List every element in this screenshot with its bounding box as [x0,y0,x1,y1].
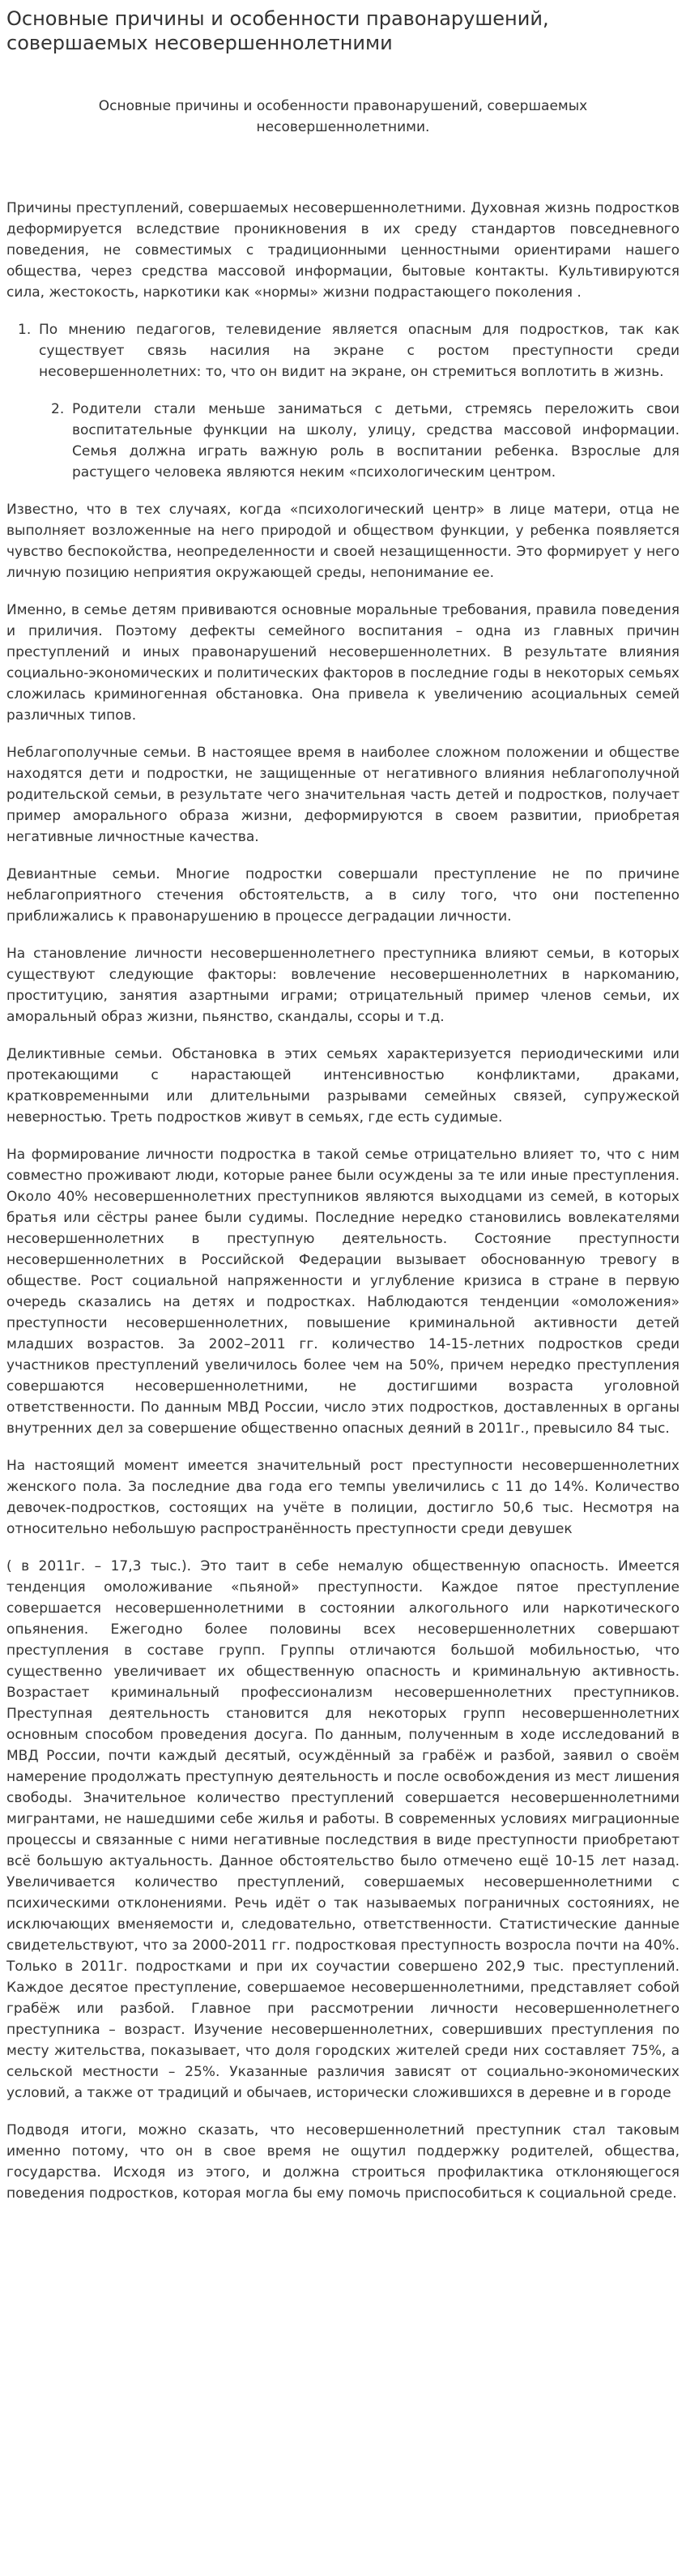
body-paragraph: Именно, в семье детям прививаются основные моральные требования, правила поведения и приличия. Поэтому дефекты семейного воспитания – одна из главных причин преступлений и иных правонарушений несовершеннолетних. В результате влияния социально-экономических и политических факторов в последние годы в некоторых семьях сложилась криминогенная обстановка. Она привела к увеличению асоциальных семей различных типов. [6,602,680,724]
intro-paragraph: Причины преступлений, совершаемых несовершеннолетними. Духовная жизнь подростков деформируется вследствие проникновения в их среду стандартов повседневного поведения, не совместимых с традиционными ценностными ориентирами нашего общества, через средства массовой информации, бытовые контакты. Культивируются сила, жестокость, наркотики как «нормы» жизни подрастающего поколения . [6,200,680,301]
list-item [6,319,680,382]
list-item [6,399,680,483]
body-paragraph: На настоящий момент имеется значительный рост преступности несовершеннолетних женского пола. За последние два года его темпы увеличились с 11 до 14%. Количество девочек-подростков, состоящих на учёте в полиции, достигло 50,6 тыс. Несмотря на относительно небольшую распространённость преступности среди девушек [6,1458,680,1537]
body-paragraph: Девиантные семьи. Многие подростки совершали преступление не по причине неблагоприятного стечения обстоятельств, а в силу того, что они постепенно приближались к правонарушению в процессе деградации личности. [6,866,680,925]
body-paragraph: На становление личности несовершеннолетнего преступника влияют семьи, в которых существуют следующие факторы: вовлечение несовершеннолетних в наркоманию, проституцию, занятия азартными играми; отрицательный пример членов семьи, их аморальный образ жизни, пьянство, скандалы, ссоры и т.д. [6,946,680,1025]
body-paragraph: На формирование личности подростка в такой семье отрицательно влияет то, что с ним совместно проживают люди, которые ранее были осуждены за те или иные преступления. Около 40% несовершеннолетних преступников являются выходцами из семей, в которых братья или сёстры ранее были судимы. Последние нередко становились вовлекателями несовершеннолетних в преступную деятельность. Состояние преступности несовершеннолетних в Российской Федерации вызывает обоснованную тревогу в обществе. Рост социальной напряженности и углубление кризиса в стране в первую очередь сказались на детях и подростках. Наблюдаются тенденции «омоложения» преступности несовершеннолетних, повышение криминальной активности детей младших возрастов. За 2002–2011 гг. количество 14-15-летних подростков среди участников преступлений увеличилось более чем на 50%, причем нередко преступления совершаются несовершеннолетними, не достигшими возраста уголовной ответственности. По данным МВД России, число этих подростков, доставленных в органы внутренних дел за совершение общественно опасных деяний в 2011г., превысило 84 тыс. [6,1147,680,1437]
article-subtitle: Основные причины и особенности правонарушений, совершаемых несовершеннолетними. [98,98,588,135]
conclusion-paragraph: Подводя итоги, можно сказать, что несовершеннолетний преступник стал таковым именно потому, что он в свое время не ощутил поддержку родителей, общества, государства. Исходя из этого, и должна строиться профилактика отклоняющегося поведения подростков, которая могла бы ему помочь приспособиться к социальной среде. [6,2122,680,2202]
causes-list [6,319,680,483]
list-item-text: Родители стали меньше заниматься с детьми, стремясь переложить свои воспитательные функции на школу, улицу, средства массовой информации. Семья должна играть важную роль в воспитании ребенка. Взрослые для растущего человека являются неким «психологическим центром. [72,401,680,481]
list-item-number: 1. [18,322,32,338]
article-title: Основные причины и особенности правонарушений, совершаемых несовершеннолетними [6,7,549,54]
list-item-text: По мнению педагогов, телевидение является опасным для подростков, так как существует связь насилия на экране с ростом преступности среди несовершеннолетних: то, что он видит на экране, он стремиться воплотить в жизнь. [39,322,680,380]
body-paragraph: ( в 2011г. – 17,3 тыс.). Это таит в себе немалую общественную опасность. Имеется тенденция омоложивание «пьяной» преступности. Каждое пятое преступление совершается несовершеннолетними в состоянии алкогольного или наркотического опьянения. Ежегодно более половины всех несовершеннолетних совершают преступления в составе групп. Группы отличаются большой мобильностью, что существенно увеличивает их общественную опасность и криминальную активность. Возрастает криминальный профессионализм несовершеннолетних преступников. Преступная деятельность становится для некоторых групп несовершеннолетних основным способом проведения досуга. По данным, полученным в ходе исследований в МВД России, почти каждый десятый, осуждённый за грабёж и разбой, заявил о своём намерение продолжать преступную деятельность и после освобождения из мест лишения свободы. Значительное количество преступлений совершается несовершеннолетними мигрантами, не нашедшими себе жилья и работы. В современных условиях миграционные процессы и связанные с ними негативные последствия в виде преступности приобретают всё большую актуальность. Данное обстоятельство было отмечено ещё 10-15 лет назад. Увеличивается количество преступлений, совершаемых несовершеннолетними с психическими отклонениями. Речь идёт о так называемых пограничных состояниях, не исключающих вменяемости и, следовательно, ответственности. Статистические данные свидетельствуют, что за 2000-2011 гг. подростковая преступность возросла почти на 40%. Только в 2011г. подростками и при их соучастии совершено 202,9 тыс. преступлений. Каждое десятое преступление, совершаемое несовершеннолетними, представляет собой грабёж или разбой. Главное при рассмотрении личности несовершеннолетнего преступника – возраст. Изучение несовершеннолетних, совершивших преступления по месту жительства, показывает, что доля городских жителей среди них составляет 75%, а сельской местности – 25%. Указанные различия зависят от социально-экономических условий, а также от традиций и обычаев, исторически сложившихся в деревне и в городе [6,1558,680,2101]
list-item-number: 2. [51,401,65,417]
body-paragraph: Неблагополучные семьи. В настоящее время в наиболее сложном положении и обществе находятся дети и подростки, не защищенные от негативного влияния неблагополучной родительской семьи, в результате чего значительная часть детей и подростков, получает пример аморального образа жизни, деформируются в своем развитии, приобретая негативные личностные качества. [6,745,680,845]
body-paragraph: Известно, что в тех случаях, когда «психологический центр» в лице матери, отца не выполняет возложенные на него природой и обществом функции, у ребенка появляется чувство беспокойства, неопределенности и своей незащищенности. Это формирует у него личную позицию неприятия окружающей среды, непонимание ее. [6,502,680,581]
body-paragraph: Деликтивные семьи. Обстановка в этих семьях характеризуется периодическими или протекающими с нарастающей интенсивностью конфликтами, драками, кратковременными или длительными разрывами семейных связей, супружеской неверностью. Треть подростков живут в семьях, где есть судимые. [6,1046,680,1126]
